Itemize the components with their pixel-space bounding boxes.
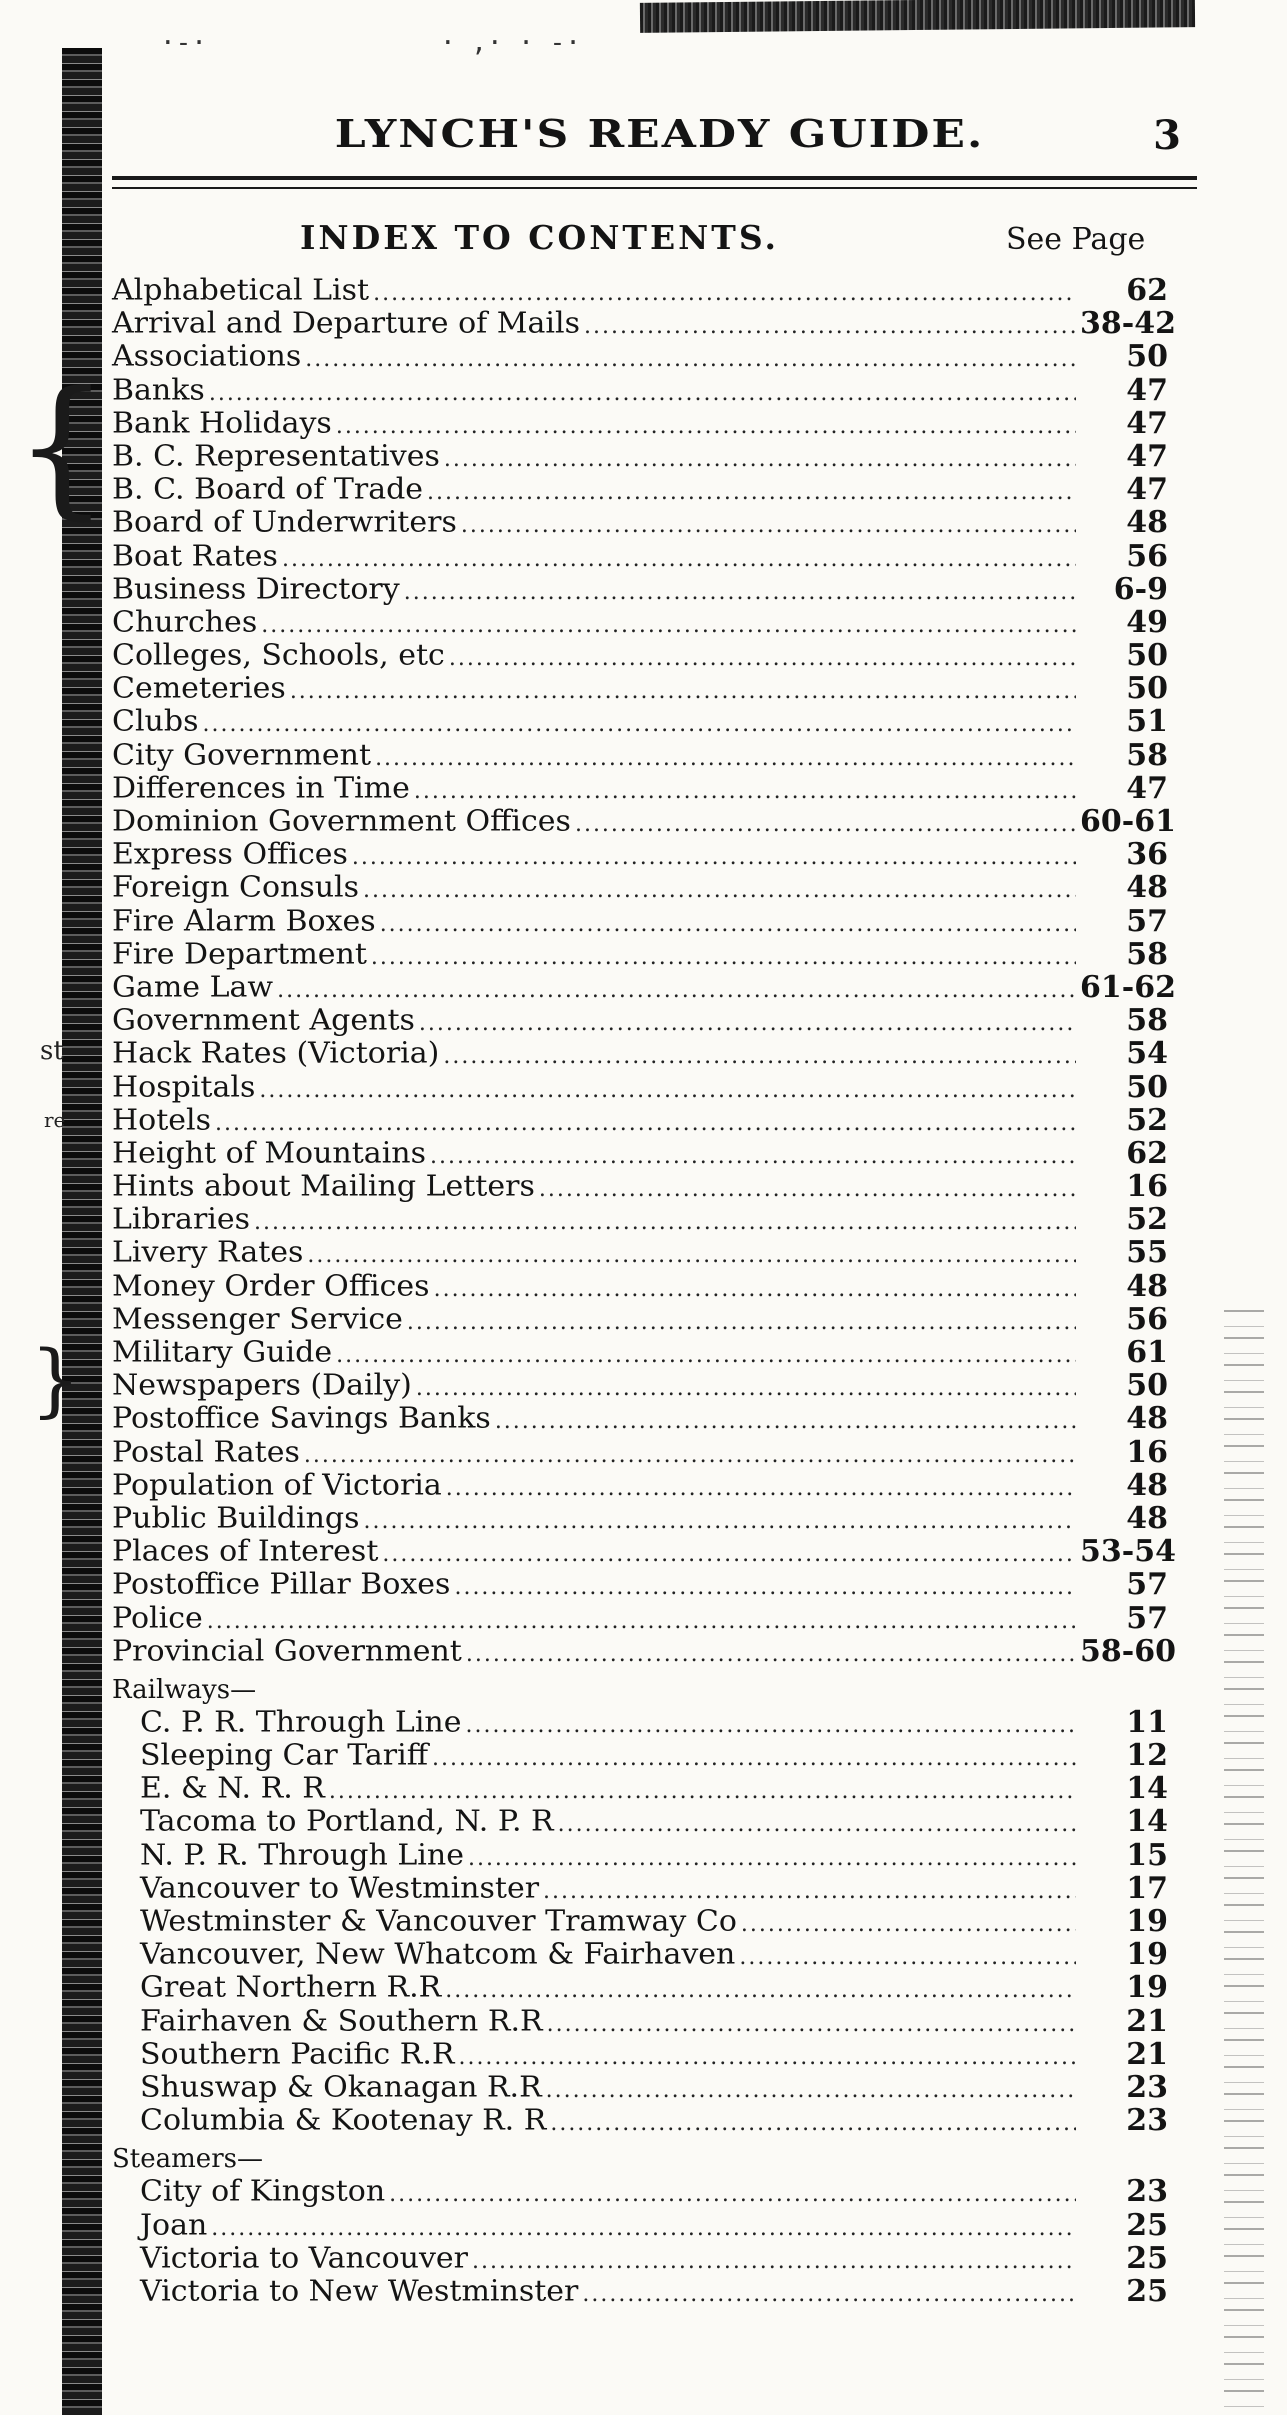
dot-leader <box>547 2008 1076 2041</box>
dot-leader <box>259 1074 1076 1107</box>
entry-label: Dominion Government Offices <box>112 804 571 839</box>
dot-leader <box>207 1605 1076 1638</box>
index-entry <box>112 1037 1168 1070</box>
entry-page: 47 <box>1126 372 1168 408</box>
entry-label: C. P. R. Through Line <box>140 1705 462 1740</box>
entry-label: Height of Mountains <box>112 1136 427 1171</box>
entry-label: Joan <box>140 2208 208 2242</box>
header-rule <box>112 187 1197 189</box>
index-entry <box>112 2005 1168 2038</box>
index-entry <box>112 2209 1168 2242</box>
dot-leader <box>443 1040 1076 1073</box>
entry-label: Board of Underwriters <box>112 506 457 540</box>
entry-label: Newspapers (Daily) <box>112 1368 412 1403</box>
dot-leader <box>382 1538 1076 1571</box>
entry-label: City Government <box>112 738 372 772</box>
entry-label: Alphabetical List <box>112 273 370 308</box>
dot-leader <box>336 410 1076 443</box>
index-entry <box>112 938 1168 971</box>
entry-page: 58 <box>1126 1003 1168 1039</box>
entry-page: 6-9 <box>1113 571 1168 607</box>
entry-page: 54 <box>1126 1036 1168 1072</box>
dot-leader <box>414 775 1076 808</box>
index-entry <box>112 1534 1176 1570</box>
entry-page: 23 <box>1126 2174 1168 2210</box>
dot-leader <box>741 1908 1076 1941</box>
dot-leader <box>419 1007 1076 1040</box>
entry-page: 58 <box>1126 936 1168 972</box>
dot-leader <box>434 1273 1076 1306</box>
dot-leader <box>449 642 1076 675</box>
index-entry <box>112 1203 1168 1236</box>
dot-leader <box>558 1808 1076 1841</box>
entry-label: Associations <box>112 340 302 374</box>
entry-label: Hack Rates (Victoria) <box>112 1037 440 1071</box>
index-entry <box>112 1502 1168 1535</box>
entry-label: Fire Department <box>112 937 367 972</box>
entry-page: 53-54 <box>1080 1534 1176 1570</box>
index-entry <box>112 739 1168 772</box>
margin-bracket: { <box>14 360 110 534</box>
entry-label: Shuswap & Okanagan R.R <box>140 2070 542 2105</box>
entry-page: 47 <box>1126 472 1168 508</box>
dot-leader <box>575 808 1076 841</box>
dot-leader <box>304 1439 1076 1472</box>
index-entry <box>112 2038 1168 2071</box>
index-entry <box>112 2275 1168 2308</box>
index-entry <box>112 573 1168 606</box>
dot-leader <box>352 841 1076 874</box>
dot-leader <box>543 1875 1076 1908</box>
index-entry <box>112 2175 1168 2208</box>
entry-page: 48 <box>1126 1467 1168 1503</box>
steamers-heading: Steamers— <box>112 2144 263 2175</box>
index-entry <box>112 2242 1168 2275</box>
index-entry <box>112 1402 1168 1435</box>
dot-leader <box>584 310 1076 343</box>
index-heading: INDEX TO CONTENTS. <box>300 218 780 257</box>
entry-page: 57 <box>1126 903 1168 939</box>
entry-page: 49 <box>1126 604 1168 640</box>
entry-page: 50 <box>1126 1368 1168 1404</box>
entry-label: Hints about Mailing Letters <box>112 1169 535 1204</box>
dot-leader <box>416 1372 1076 1405</box>
entry-page: 19 <box>1126 1970 1168 2006</box>
dot-leader <box>375 742 1076 775</box>
index-entry <box>112 969 1176 1005</box>
dot-leader <box>407 1306 1076 1339</box>
entry-page: 19 <box>1126 1904 1168 1939</box>
entry-label: Churches <box>112 605 258 640</box>
entry-page: 47 <box>1126 770 1168 806</box>
entry-page: 48 <box>1126 1500 1168 1536</box>
entry-label: City of Kingston <box>140 2175 386 2209</box>
entry-page: 61 <box>1126 1335 1168 1370</box>
index-entry <box>112 1336 1168 1369</box>
dot-leader <box>371 941 1076 974</box>
entry-label: Business Directory <box>112 572 400 606</box>
entry-page: 50 <box>1126 671 1168 707</box>
dot-leader <box>458 2041 1076 2074</box>
index-entry <box>112 2071 1168 2104</box>
entry-page: 50 <box>1126 638 1168 674</box>
entry-label: N. P. R. Through Line <box>140 1838 464 1872</box>
scan-speck: ·-· <box>160 28 207 58</box>
dot-leader <box>404 576 1076 609</box>
entry-page: 47 <box>1126 405 1168 441</box>
dot-leader <box>215 1107 1076 1140</box>
dot-leader <box>546 2074 1076 2107</box>
entry-page: 48 <box>1126 870 1168 906</box>
entry-page: 60-61 <box>1080 804 1176 839</box>
dot-leader <box>466 1709 1076 1742</box>
entry-label: Colleges, Schools, etc <box>112 638 445 673</box>
index-entry <box>112 374 1168 407</box>
index-entry <box>112 1971 1168 2004</box>
entry-label: Provincial Government <box>112 1634 462 1668</box>
dot-leader <box>454 1571 1076 1604</box>
entry-page: 52 <box>1126 1202 1168 1238</box>
entry-page: 19 <box>1126 1937 1168 1973</box>
entry-label: Libraries <box>112 1202 251 1237</box>
entry-label: Express Offices <box>112 837 348 872</box>
index-entry <box>112 1839 1168 1872</box>
entry-page: 16 <box>1126 1434 1168 1470</box>
index-entry <box>112 306 1176 342</box>
index-entry <box>112 506 1168 539</box>
entry-page: 21 <box>1126 2036 1168 2072</box>
dot-leader <box>461 509 1076 542</box>
entry-label: Messenger Service <box>112 1302 403 1337</box>
index-entries <box>112 273 1176 1669</box>
index-entry <box>112 1369 1168 1402</box>
entry-page: 52 <box>1126 1102 1168 1138</box>
entry-label: B. C. Board of Trade <box>112 472 424 507</box>
entry-page: 51 <box>1126 704 1168 740</box>
entry-page: 21 <box>1126 2003 1168 2039</box>
entry-label: Vancouver, New Whatcom & Fairhaven <box>140 1937 736 1972</box>
index-entry <box>112 1872 1168 1905</box>
entry-label: Tacoma to Portland, N. P. R <box>140 1805 554 1839</box>
see-page-label: See Page <box>1006 222 1146 257</box>
railways-entries <box>112 1706 1168 2137</box>
entry-label: Columbia & Kootenay R. R <box>140 2103 547 2138</box>
dot-leader <box>307 1239 1076 1272</box>
entry-label: B. C. Representatives <box>112 439 440 474</box>
index-entry <box>112 1772 1168 1805</box>
index-entry <box>112 639 1168 672</box>
entry-label: Places of Interest <box>112 1534 379 1569</box>
dot-leader <box>202 708 1076 741</box>
index-entry <box>112 871 1168 904</box>
entry-page: 23 <box>1126 2069 1168 2105</box>
index-entry <box>112 1436 1168 1469</box>
dot-leader <box>254 1206 1076 1239</box>
index-entry <box>112 804 1176 839</box>
entry-label: Victoria to New Westminster <box>140 2274 579 2309</box>
dot-leader <box>432 1742 1076 1775</box>
entry-label: Population of Victoria <box>112 1468 442 1503</box>
entry-page: 55 <box>1126 1235 1168 1271</box>
entry-label: Foreign Consuls <box>112 871 360 905</box>
index-entry <box>112 274 1168 307</box>
dot-leader <box>582 2278 1076 2311</box>
entry-page: 48 <box>1126 505 1168 541</box>
entry-page: 50 <box>1126 1069 1168 1105</box>
index-entry <box>112 407 1168 440</box>
entry-page: 14 <box>1126 1771 1168 1807</box>
entry-page: 50 <box>1126 339 1168 375</box>
index-entry <box>112 2104 1168 2137</box>
entry-label: Postal Rates <box>112 1435 300 1469</box>
dot-leader <box>290 675 1076 708</box>
entry-page: 47 <box>1126 438 1168 474</box>
entry-page: 14 <box>1126 1804 1168 1840</box>
index-entry <box>112 1071 1168 1104</box>
page-number: 3 <box>1153 112 1181 159</box>
entry-page: 38-42 <box>1080 306 1176 342</box>
dot-leader <box>389 2178 1076 2211</box>
entry-page: 25 <box>1126 2207 1168 2243</box>
page-header <box>112 112 1207 182</box>
index-entry <box>112 1739 1168 1772</box>
entry-label: Hospitals <box>112 1070 256 1104</box>
entry-page: 48 <box>1126 1268 1168 1304</box>
index-entry <box>112 1137 1168 1170</box>
header-rule <box>112 176 1197 180</box>
index-entry <box>112 340 1168 373</box>
entry-page: 56 <box>1126 538 1168 574</box>
entry-page: 62 <box>1126 273 1168 308</box>
entry-label: Great Northern R.R <box>140 1971 442 2005</box>
entry-page: 11 <box>1126 1704 1168 1740</box>
entry-page: 25 <box>1126 2240 1168 2276</box>
entry-label: Bank Holidays <box>112 406 332 441</box>
scan-top-edge <box>640 0 1195 33</box>
entry-page: 12 <box>1126 1738 1168 1774</box>
entry-label: Westminster & Vancouver Tramway Co <box>140 1904 737 1939</box>
railways-heading: Railways— <box>112 1674 257 1705</box>
dot-leader <box>282 543 1076 576</box>
index-entry <box>112 1706 1168 1739</box>
entry-label: Differences in Time <box>112 771 410 806</box>
dot-leader <box>430 1140 1076 1173</box>
index-entry <box>112 705 1168 738</box>
entry-label: E. & N. R. R <box>140 1771 325 1806</box>
steamers-entries <box>112 2175 1168 2308</box>
entry-label: Game Law <box>112 970 274 1005</box>
index-entry <box>112 1905 1168 1938</box>
dot-leader <box>373 277 1076 310</box>
page-title: LYNCH'S READY GUIDE. <box>334 112 985 157</box>
index-entry <box>112 1004 1168 1037</box>
dot-leader <box>446 1472 1076 1505</box>
margin-fragment: re <box>44 1108 66 1132</box>
dot-leader <box>305 343 1076 376</box>
dot-leader <box>211 2212 1076 2245</box>
entry-label: Postoffice Pillar Boxes <box>112 1568 451 1602</box>
dot-leader <box>209 377 1076 410</box>
index-list <box>112 273 1176 2309</box>
entry-label: Arrival and Departure of Mails <box>112 306 580 341</box>
entry-label: Victoria to Vancouver <box>140 2241 469 2275</box>
entry-label: Government Agents <box>112 1003 415 1038</box>
entry-label: Vancouver to Westminster <box>140 1871 540 1906</box>
dot-leader <box>444 443 1076 476</box>
dot-leader <box>261 609 1076 642</box>
entry-label: Cemeteries <box>112 671 286 706</box>
index-entry <box>112 540 1168 573</box>
dot-leader <box>329 1775 1076 1808</box>
index-entry <box>112 1568 1168 1601</box>
entry-page: 56 <box>1126 1301 1168 1337</box>
dot-leader <box>739 1941 1076 1974</box>
index-entry <box>112 1104 1168 1137</box>
index-entry <box>112 1270 1168 1303</box>
entry-page: 36 <box>1126 837 1168 873</box>
index-entry <box>112 1805 1168 1838</box>
entry-label: Clubs <box>112 705 199 739</box>
dot-leader <box>363 874 1076 907</box>
entry-page: 23 <box>1126 2103 1168 2139</box>
entry-page: 57 <box>1126 1567 1168 1603</box>
dot-leader <box>427 476 1076 509</box>
entry-page: 61-62 <box>1080 969 1176 1005</box>
margin-fragment: st <box>40 1036 64 1066</box>
dot-leader <box>380 908 1076 941</box>
entry-page: 58 <box>1126 737 1168 773</box>
index-entry <box>112 905 1168 938</box>
entry-page: 57 <box>1126 1600 1168 1636</box>
index-entry <box>112 606 1168 639</box>
index-entry <box>112 1938 1168 1971</box>
entry-label: Police <box>112 1601 203 1635</box>
dot-leader <box>472 2245 1076 2278</box>
dot-leader <box>539 1173 1076 1206</box>
index-entry <box>112 838 1168 871</box>
entry-label: Southern Pacific R.R <box>140 2037 455 2072</box>
entry-label: Money Order Offices <box>112 1269 430 1303</box>
entry-page: 25 <box>1126 2273 1168 2309</box>
entry-page: 17 <box>1126 1870 1168 1906</box>
entry-label: Boat Rates <box>112 539 278 573</box>
entry-label: Fire Alarm Boxes <box>112 904 376 938</box>
margin-bracket: } <box>30 1333 81 1426</box>
entry-page: 15 <box>1126 1837 1168 1873</box>
entry-label: Livery Rates <box>112 1236 304 1270</box>
index-entry <box>112 1170 1168 1203</box>
dot-leader <box>364 1505 1076 1538</box>
index-entry <box>112 772 1168 805</box>
entry-label: Postoffice Savings Banks <box>112 1402 491 1436</box>
entry-label: Public Buildings <box>112 1501 360 1536</box>
index-entry <box>112 1303 1168 1336</box>
dot-leader <box>445 1974 1076 2007</box>
dot-leader <box>277 974 1076 1007</box>
entry-page: 48 <box>1126 1401 1168 1437</box>
index-entry <box>112 473 1168 506</box>
dot-leader <box>336 1339 1076 1372</box>
index-entry <box>112 1633 1176 1669</box>
index-entry <box>112 1602 1168 1635</box>
dot-leader <box>466 1638 1076 1671</box>
entry-label: Military Guide <box>112 1335 333 1370</box>
entry-label: Fairhaven & Southern R.R <box>140 2004 543 2038</box>
entry-label: Banks <box>112 373 205 407</box>
index-entry <box>112 440 1168 473</box>
index-entry <box>112 672 1168 705</box>
scan-right-edge <box>1224 1300 1264 2415</box>
entry-label: Hotels <box>112 1103 212 1137</box>
entry-page: 58-60 <box>1080 1633 1176 1669</box>
entry-label: Sleeping Car Tariff <box>140 1738 429 1773</box>
entry-page: 16 <box>1126 1169 1168 1205</box>
entry-page: 62 <box>1126 1135 1168 1171</box>
index-entry <box>112 1236 1168 1269</box>
index-entry <box>112 1469 1168 1502</box>
dot-leader <box>495 1405 1076 1438</box>
dot-leader <box>468 1842 1076 1875</box>
dot-leader <box>550 2107 1076 2140</box>
scan-speck: · ,· · -· <box>440 28 581 58</box>
